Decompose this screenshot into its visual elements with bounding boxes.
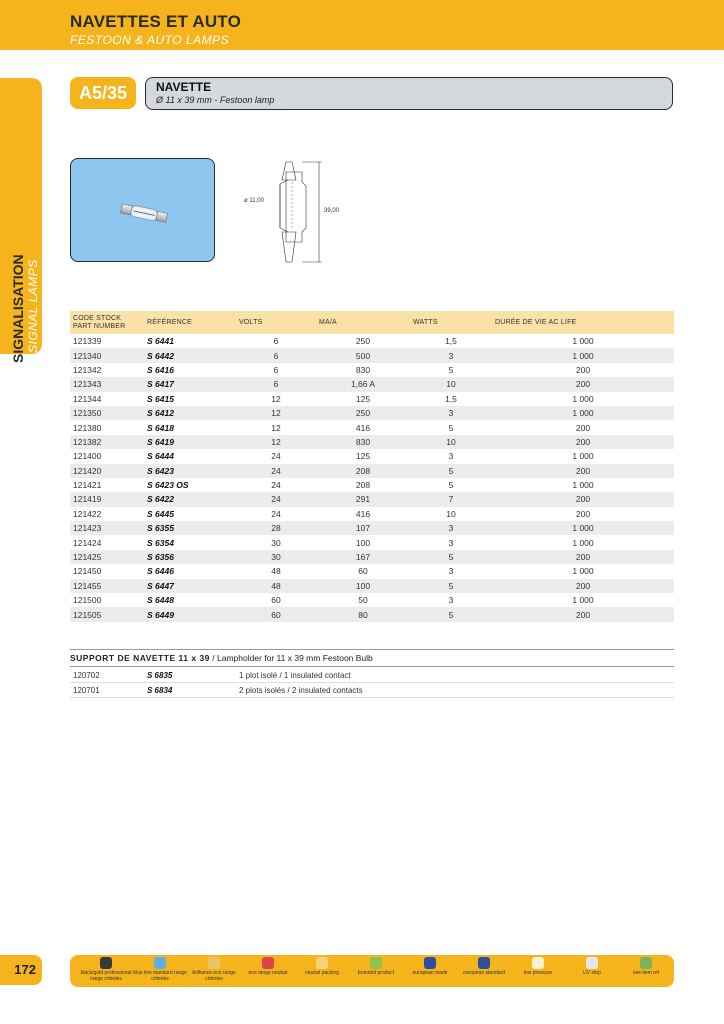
cell-reference: S 6444: [147, 451, 174, 462]
cell-watts: 10: [410, 435, 492, 449]
legend-label: blue line standard range criteries: [133, 970, 187, 982]
table-row: [70, 377, 674, 391]
cell-part-number: 121380: [73, 422, 102, 433]
cell-life: 200: [492, 464, 674, 478]
cell-reference: S 6445: [147, 508, 174, 519]
cell-watts: 3: [410, 406, 492, 420]
cell-watts: 5: [410, 607, 492, 621]
cell-volts: 24: [271, 508, 281, 519]
cell-ma-a: 50: [358, 595, 368, 606]
table-row: [70, 420, 674, 434]
cell-life: 1 000: [572, 393, 594, 404]
accessory-row: [70, 683, 674, 698]
cell-volts: 24: [271, 480, 281, 491]
cell-life: 1 000: [572, 480, 594, 491]
specification-table: [70, 311, 674, 622]
legend-label: black/gold professional range criteries: [80, 970, 132, 982]
cell-part-number: 121450: [73, 566, 102, 577]
cell-reference: S 6834: [144, 683, 236, 698]
table-row: [70, 334, 674, 348]
cell-watts: 5: [448, 364, 454, 375]
legend-label: low pressure: [523, 970, 553, 976]
cell-reference: S 6417: [144, 377, 236, 391]
cell-volts: 28: [236, 521, 316, 535]
cell-reference: S 6418: [147, 422, 174, 433]
cell-life: 1 000: [572, 595, 594, 606]
cell-watts: 5: [448, 422, 454, 433]
cell-watts: 3: [410, 521, 492, 535]
cell-reference: S 6419: [144, 435, 236, 449]
legend-icon: [640, 957, 652, 969]
cell-volts: 6: [236, 348, 316, 362]
cell-part-number: 121382: [70, 435, 144, 449]
cell-volts: 30: [236, 550, 316, 564]
col-header-volts: VOLTS: [236, 311, 316, 334]
table-row: [70, 579, 674, 593]
table-header-row: [70, 311, 674, 334]
cell-volts: 60: [236, 607, 316, 621]
legend-icon: [100, 957, 112, 969]
cell-ma-a: 125: [355, 393, 371, 404]
table-row: [70, 392, 674, 406]
cell-part-number: 121344: [73, 393, 102, 404]
cell-part-number: 121339: [73, 336, 102, 347]
accessory-row: [70, 668, 674, 683]
cell-volts: 12: [271, 393, 281, 404]
cell-ma-a: 291: [316, 492, 410, 506]
cell-ma-a: 830: [316, 435, 410, 449]
cell-watts: 3: [448, 537, 454, 548]
cell-part-number: 121424: [73, 537, 102, 548]
cell-watts: 5: [410, 464, 492, 478]
cell-reference: S 6354: [147, 537, 174, 548]
cell-watts: 3: [448, 595, 454, 606]
legend-item: [78, 957, 134, 982]
cell-part-number: 121423: [70, 521, 144, 535]
cell-reference: S 6442: [144, 348, 236, 362]
legend-icon: [586, 957, 598, 969]
cell-volts: 6: [273, 336, 279, 347]
lamp-photo: [70, 158, 215, 262]
cell-reference: S 6422: [144, 492, 236, 506]
cell-watts: 5: [410, 550, 492, 564]
cell-part-number: 121419: [70, 492, 144, 506]
cell-life: 1 000: [492, 348, 674, 362]
legend-bar: [70, 955, 674, 987]
cell-life: 200: [575, 422, 591, 433]
cell-ma-a: 250: [316, 406, 410, 420]
cell-life: 200: [492, 550, 674, 564]
cell-ma-a: 500: [316, 348, 410, 362]
cell-ma-a: 107: [316, 521, 410, 535]
page-title: NAVETTES ET AUTO: [70, 12, 242, 31]
support-subtitle: / Lampholder for 11 x 39 mm Festoon Bulb: [212, 653, 373, 663]
cell-ma-a: 125: [355, 451, 371, 462]
cell-watts: 7: [410, 492, 492, 506]
legend-icon: [154, 957, 166, 969]
side-tab-title: SIGNALISATION: [10, 254, 26, 363]
legend-icon: [532, 957, 544, 969]
cell-part-number: 121342: [73, 364, 102, 375]
table-row: [70, 363, 674, 377]
cell-reference: S 6447: [144, 579, 236, 593]
cell-part-number: 121350: [70, 406, 144, 420]
table-row: [70, 507, 674, 521]
cell-life: 200: [575, 364, 591, 375]
table-row: [70, 348, 674, 362]
cell-part-number: 121455: [70, 579, 144, 593]
cell-volts: 6: [273, 364, 279, 375]
legend-icon: [208, 957, 220, 969]
cell-ma-a: 830: [355, 364, 371, 375]
table-row: [70, 464, 674, 478]
cell-life: 1 000: [572, 336, 594, 347]
cell-life: 1 000: [572, 566, 594, 577]
cell-life: 1 000: [572, 451, 594, 462]
cell-life: 1 000: [572, 537, 594, 548]
cell-part-number: 121420: [70, 464, 144, 478]
legend-icon: [478, 957, 490, 969]
page-number: 172: [0, 955, 42, 985]
side-tab-subtitle: SIGNAL LAMPS: [26, 259, 40, 353]
cell-ma-a: 100: [355, 537, 371, 548]
table-row: [70, 492, 674, 506]
legend-label: see item ref: [632, 970, 660, 976]
col-header-watts: WATTS: [410, 311, 492, 334]
legend-item: [240, 957, 296, 977]
table-row: [70, 607, 674, 621]
cell-reference: S 6446: [147, 566, 174, 577]
header-bar: [0, 0, 724, 50]
cell-ma-a: 416: [355, 508, 371, 519]
cell-volts: 12: [236, 406, 316, 420]
cell-ma-a: 60: [358, 566, 368, 577]
cell-life: 200: [492, 579, 674, 593]
table-row: [70, 449, 674, 463]
col-header-reference: RÉFÉRENCE: [144, 311, 236, 334]
cell-volts: 48: [236, 579, 316, 593]
page-subtitle: FESTOON & AUTO LAMPS: [70, 33, 230, 47]
cell-life: 200: [492, 377, 674, 391]
cell-description: 2 plots isolés / 2 insulated contacts: [236, 683, 674, 698]
table-row: [70, 550, 674, 564]
cell-reference: S 6415: [147, 393, 174, 404]
legend-label: eco range neutral: [248, 970, 288, 976]
cell-life: 200: [492, 607, 674, 621]
cell-reference: S 6416: [147, 364, 174, 375]
section-code-badge: A5/35: [70, 77, 136, 109]
cell-reference: S 6449: [144, 607, 236, 621]
cell-reference: S 6356: [144, 550, 236, 564]
cell-volts: 24: [271, 451, 281, 462]
cell-volts: 24: [236, 464, 316, 478]
legend-label: brilliance eco range criteries: [192, 970, 236, 982]
legend-label: branded product: [357, 970, 395, 976]
cell-reference: S 6448: [147, 595, 174, 606]
cell-volts: 48: [271, 566, 281, 577]
table-row: [70, 593, 674, 607]
cell-ma-a: 250: [355, 336, 371, 347]
table-row: [70, 435, 674, 449]
cell-part-number: 121421: [73, 480, 102, 491]
cell-part-number: 121400: [73, 451, 102, 462]
cell-life: 1 000: [492, 406, 674, 420]
cell-watts: 3: [410, 348, 492, 362]
cell-reference: S 6412: [144, 406, 236, 420]
table-row: [70, 564, 674, 578]
col-header-part-number: CODE STOCK PART NUMBER: [70, 311, 144, 334]
cell-part-number: 121340: [70, 348, 144, 362]
cell-life: 200: [492, 435, 674, 449]
cell-watts: 3: [448, 451, 454, 462]
legend-icon: [316, 957, 328, 969]
table-row: [70, 535, 674, 549]
cell-part-number: 120702: [70, 668, 144, 683]
cell-reference: S 6355: [144, 521, 236, 535]
legend-label: european standard: [463, 970, 505, 976]
length-label: 39,00: [324, 208, 340, 214]
section-name: NAVETTE: [156, 80, 212, 94]
cell-part-number: 121343: [70, 377, 144, 391]
legend-label: UV stop: [583, 970, 601, 976]
cell-volts: 12: [236, 435, 316, 449]
cell-watts: 5: [410, 579, 492, 593]
cell-part-number: 121505: [70, 607, 144, 621]
legend-icon: [370, 957, 382, 969]
legend-icon: [424, 957, 436, 969]
cell-description: 1 plot isolé / 1 insulated contact: [236, 668, 674, 683]
cell-life: 200: [492, 492, 674, 506]
cell-life: 1 000: [492, 521, 674, 535]
cell-ma-a: 167: [316, 550, 410, 564]
cell-watts: 1,5: [445, 393, 457, 404]
legend-icon: [262, 957, 274, 969]
cell-volts: 30: [271, 537, 281, 548]
col-header-life: DURÉE DE VIE AC LIFE: [492, 311, 674, 334]
cell-watts: 10: [446, 508, 456, 519]
diameter-label: ø 11,00: [244, 198, 264, 204]
legend-item: [564, 957, 620, 977]
lamp-dimension-diagram: [240, 158, 360, 268]
cell-reference: S 6423 OS: [147, 480, 189, 491]
legend-label: european made: [412, 970, 448, 976]
cell-reference: S 6441: [147, 336, 174, 347]
cell-volts: 24: [236, 492, 316, 506]
cell-watts: 10: [410, 377, 492, 391]
legend-item: [510, 957, 566, 977]
legend-item: [186, 957, 242, 982]
table-row: [70, 521, 674, 535]
section-title-box: [145, 77, 673, 110]
cell-volts: 12: [271, 422, 281, 433]
col-header-ma-a: MA/A: [316, 311, 410, 334]
cell-part-number: 121425: [70, 550, 144, 564]
legend-item: [402, 957, 458, 977]
support-title: SUPPORT DE NAVETTE 11 x 39: [70, 653, 210, 663]
cell-ma-a: 1,66 A: [316, 377, 410, 391]
legend-item: [348, 957, 404, 977]
cell-part-number: 120701: [70, 683, 144, 698]
table-row: [70, 406, 674, 420]
section-description: Ø 11 x 39 mm - Festoon lamp: [156, 95, 275, 105]
cell-ma-a: 100: [316, 579, 410, 593]
cell-ma-a: 208: [355, 480, 371, 491]
side-tab: [0, 78, 42, 363]
cell-ma-a: 416: [355, 422, 371, 433]
legend-item: [132, 957, 188, 982]
cell-watts: 1,5: [445, 336, 457, 347]
legend-item: [618, 957, 674, 977]
legend-item: [456, 957, 512, 977]
support-section-header: [70, 649, 674, 667]
cell-reference: S 6423: [144, 464, 236, 478]
cell-volts: 6: [236, 377, 316, 391]
legend-label: neutral packing: [305, 970, 339, 976]
table-row: [70, 478, 674, 492]
cell-part-number: 121500: [73, 595, 102, 606]
cell-reference: S 6835: [144, 668, 236, 683]
cell-ma-a: 208: [316, 464, 410, 478]
legend-item: [294, 957, 350, 977]
cell-ma-a: 80: [316, 607, 410, 621]
cell-watts: 5: [448, 480, 454, 491]
cell-life: 200: [575, 508, 591, 519]
cell-watts: 3: [448, 566, 454, 577]
accessory-table: [70, 668, 674, 698]
cell-volts: 60: [271, 595, 281, 606]
cell-part-number: 121422: [73, 508, 102, 519]
